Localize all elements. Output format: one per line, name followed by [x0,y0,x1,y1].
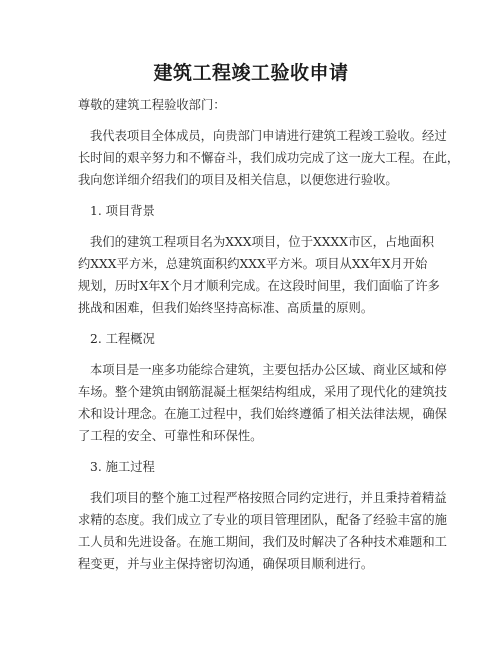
section-2-line-1: 本项目是一座多功能综合建筑，主要包括办公区域、商业区域和停 [90,363,447,377]
section-2-line-4: 了工程的安全、可靠性和环保性。 [78,429,263,443]
intro-line-2: 长时间的艰辛努力和不懈奋斗，我们成功完成了这一庞大工程。在此， [78,151,460,165]
document-title: 建筑工程竣工验收申请 [153,62,349,84]
section-1-line-2: 约XXX平方米，总建筑面积约XXX平方米。项目从XX年X月开始 [78,257,428,271]
section-1-line-3: 规划，历时X年X个月才顺利完成。在这段时间里，我们面临了许多 [78,279,440,293]
salutation: 尊敬的建筑工程验收部门： [78,98,226,112]
section-heading-3: 3. 施工过程 [90,460,155,474]
section-2-line-2: 车场。整个建筑由钢筋混凝土框架结构组成，采用了现代化的建筑技 [78,385,447,399]
section-3-line-2: 求精的态度。我们成立了专业的项目管理团队，配备了经验丰富的施 [78,513,447,527]
section-3-line-1: 我们项目的整个施工过程严格按照合同约定进行，并且秉持着精益 [90,491,447,505]
section-1-line-4: 挑战和困难，但我们始终坚持高标准、高质量的原则。 [78,301,374,315]
section-3-line-3: 工人员和先进设备。在施工期间，我们及时解决了各种技术难题和工 [78,535,447,549]
section-1-line-1: 我们的建筑工程项目名为XXX项目，位于XXXX市区，占地面积 [90,235,435,249]
section-heading-2: 2. 工程概况 [90,332,155,346]
section-heading-1: 1. 项目背景 [90,204,155,218]
section-2-line-3: 术和设计理念。在施工过程中，我们始终遵循了相关法律法规，确保 [78,407,447,421]
section-3-line-4: 程变更，并与业主保持密切沟通，确保项目顺利进行。 [78,557,374,571]
intro-line-3: 我向您详细介绍我们的项目及相关信息，以便您进行验收。 [78,173,398,187]
intro-line-1: 我代表项目全体成员，向贵部门申请进行建筑工程竣工验收。经过 [90,129,447,143]
